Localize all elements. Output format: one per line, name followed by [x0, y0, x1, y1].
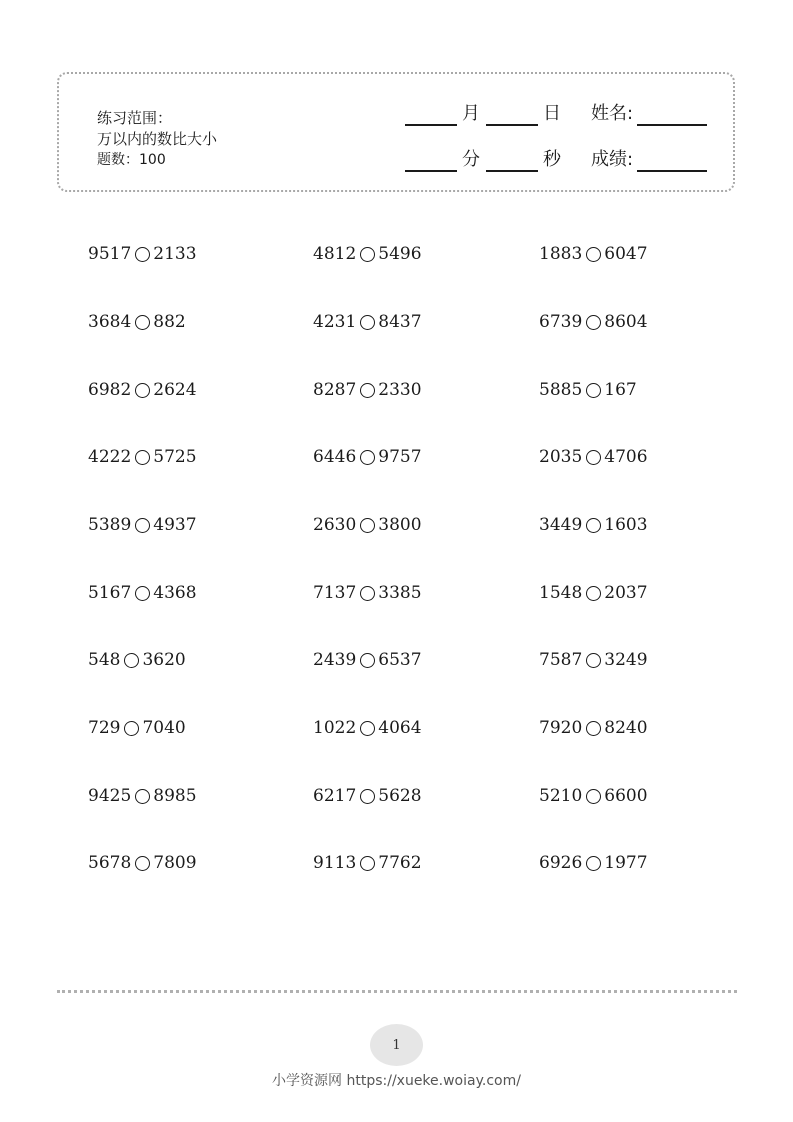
compare-circle[interactable] [135, 383, 150, 398]
problem-item [88, 650, 186, 670]
problem-item [539, 718, 648, 738]
question-count: 题数：100 [97, 152, 166, 168]
compare-circle[interactable] [586, 450, 601, 465]
left-number: 6982 [88, 380, 132, 400]
left-number: 5210 [539, 786, 583, 806]
compare-circle[interactable] [360, 315, 375, 330]
right-number: 1977 [604, 853, 648, 873]
left-number: 5389 [88, 515, 132, 535]
left-number: 6217 [313, 786, 357, 806]
right-number: 4368 [153, 583, 197, 603]
month-blank[interactable] [405, 106, 457, 126]
range-label: 练习范围： [97, 109, 173, 127]
right-number: 167 [604, 380, 637, 400]
exercise-info [97, 108, 217, 171]
compare-circle[interactable] [586, 653, 601, 668]
right-number: 6600 [604, 786, 648, 806]
left-number: 5167 [88, 583, 132, 603]
problem-item [539, 786, 648, 806]
compare-circle[interactable] [360, 450, 375, 465]
problem-item [539, 853, 648, 873]
right-number: 2133 [153, 244, 197, 264]
compare-circle[interactable] [586, 247, 601, 262]
right-number: 2330 [378, 380, 422, 400]
right-number: 7809 [153, 853, 197, 873]
left-number: 1883 [539, 244, 583, 264]
compare-circle[interactable] [586, 315, 601, 330]
right-number: 3249 [604, 650, 648, 670]
right-number: 8985 [153, 786, 197, 806]
problem-item [313, 718, 422, 738]
compare-circle[interactable] [135, 247, 150, 262]
left-number: 4812 [313, 244, 357, 264]
left-number: 6739 [539, 312, 583, 332]
source-footer: 小学资源网 https://xueke.woiay.com/ [272, 1073, 521, 1089]
left-number: 4222 [88, 447, 132, 467]
student-fields [405, 98, 707, 172]
left-number: 1022 [313, 718, 357, 738]
right-number: 8437 [378, 312, 422, 332]
problem-item [313, 650, 422, 670]
compare-circle[interactable] [135, 315, 150, 330]
worksheet-header [57, 72, 735, 192]
problem-item [313, 583, 422, 603]
problem-item [539, 515, 648, 535]
problem-item [539, 380, 637, 400]
left-number: 6446 [313, 447, 357, 467]
right-number: 5628 [378, 786, 422, 806]
compare-circle[interactable] [124, 653, 139, 668]
problem-item [88, 786, 197, 806]
month-label: 月 [462, 103, 480, 124]
left-number: 4231 [313, 312, 357, 332]
problem-item [88, 853, 197, 873]
problem-item [88, 583, 197, 603]
day-blank[interactable] [486, 106, 538, 126]
day-label: 日 [543, 103, 561, 124]
problem-item [539, 650, 648, 670]
problem-item [88, 447, 197, 467]
compare-circle[interactable] [586, 856, 601, 871]
second-blank[interactable] [486, 152, 538, 172]
left-number: 9517 [88, 244, 132, 264]
right-number: 3620 [142, 650, 186, 670]
right-number: 7040 [142, 718, 186, 738]
compare-circle[interactable] [586, 383, 601, 398]
left-number: 1548 [539, 583, 583, 603]
problem-item [539, 583, 648, 603]
right-number: 4064 [378, 718, 422, 738]
compare-circle[interactable] [360, 789, 375, 804]
compare-circle[interactable] [360, 721, 375, 736]
name-blank[interactable] [637, 106, 707, 126]
left-number: 3684 [88, 312, 132, 332]
problem-item [88, 380, 197, 400]
compare-circle[interactable] [124, 721, 139, 736]
right-number: 4937 [153, 515, 197, 535]
score-blank[interactable] [637, 152, 707, 172]
time-score-row [405, 144, 707, 172]
score-label: 成绩: [591, 149, 634, 170]
compare-circle[interactable] [135, 586, 150, 601]
compare-circle[interactable] [360, 383, 375, 398]
page-number-badge [370, 1024, 423, 1066]
problem-item [313, 853, 422, 873]
page-number: 1 [392, 1037, 401, 1053]
right-number: 5725 [153, 447, 197, 467]
right-number: 882 [153, 312, 186, 332]
compare-circle[interactable] [360, 518, 375, 533]
minute-blank[interactable] [405, 152, 457, 172]
left-number: 7920 [539, 718, 583, 738]
problem-item [313, 447, 422, 467]
problem-item [88, 244, 197, 264]
right-number: 8604 [604, 312, 648, 332]
left-number: 5678 [88, 853, 132, 873]
left-number: 7587 [539, 650, 583, 670]
compare-circle[interactable] [360, 247, 375, 262]
right-number: 6047 [604, 244, 648, 264]
name-label: 姓名: [591, 103, 634, 124]
right-number: 8240 [604, 718, 648, 738]
left-number: 9113 [313, 853, 357, 873]
problem-item [88, 718, 186, 738]
minute-label: 分 [462, 149, 480, 170]
right-number: 9757 [378, 447, 422, 467]
left-number: 548 [88, 650, 121, 670]
right-number: 6537 [378, 650, 422, 670]
left-number: 3449 [539, 515, 583, 535]
compare-circle[interactable] [135, 856, 150, 871]
left-number: 8287 [313, 380, 357, 400]
left-number: 5885 [539, 380, 583, 400]
left-number: 729 [88, 718, 121, 738]
right-number: 5496 [378, 244, 422, 264]
problem-item [88, 312, 186, 332]
compare-circle[interactable] [135, 518, 150, 533]
left-number: 2035 [539, 447, 583, 467]
compare-circle[interactable] [135, 450, 150, 465]
problem-item [539, 244, 648, 264]
problem-item [313, 380, 422, 400]
compare-circle[interactable] [586, 789, 601, 804]
range-value: 万以内的数比大小 [97, 130, 218, 148]
left-number: 2630 [313, 515, 357, 535]
date-name-row [405, 98, 707, 126]
right-number: 3800 [378, 515, 422, 535]
right-number: 1603 [604, 515, 648, 535]
problem-item [539, 312, 648, 332]
right-number: 7762 [378, 853, 422, 873]
compare-circle[interactable] [360, 586, 375, 601]
problem-item [539, 447, 648, 467]
left-number: 7137 [313, 583, 357, 603]
problem-item [313, 312, 422, 332]
compare-circle[interactable] [586, 518, 601, 533]
problem-item [313, 515, 422, 535]
left-number: 6926 [539, 853, 583, 873]
right-number: 3385 [378, 583, 422, 603]
compare-circle[interactable] [586, 721, 601, 736]
problem-item [313, 244, 422, 264]
footer-divider [57, 990, 737, 993]
right-number: 4706 [604, 447, 648, 467]
left-number: 2439 [313, 650, 357, 670]
compare-circle[interactable] [360, 856, 375, 871]
compare-circle[interactable] [586, 586, 601, 601]
right-number: 2624 [153, 380, 197, 400]
second-label: 秒 [543, 149, 561, 170]
left-number: 9425 [88, 786, 132, 806]
right-number: 2037 [604, 583, 648, 603]
problem-item [313, 786, 422, 806]
problem-item [88, 515, 197, 535]
compare-circle[interactable] [360, 653, 375, 668]
compare-circle[interactable] [135, 789, 150, 804]
